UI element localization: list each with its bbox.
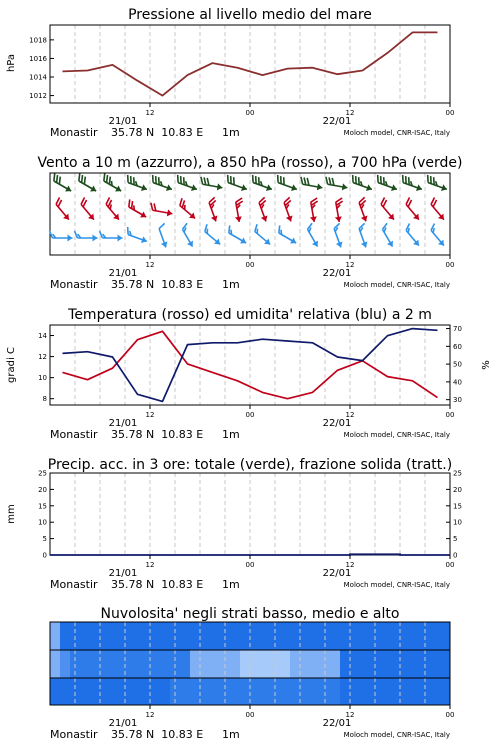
precip-x-ticks xyxy=(146,555,455,569)
x-tick-label: 12 xyxy=(345,261,355,269)
cloud-cell xyxy=(140,650,150,678)
model-credit: Moloch model, CNR-ISAC, Italy xyxy=(343,581,450,589)
wind-barb xyxy=(159,223,167,247)
wind-barb xyxy=(253,175,272,191)
cloud-cell xyxy=(390,650,400,678)
cloud-cell xyxy=(90,622,100,650)
cloud-cell xyxy=(250,678,260,705)
temp-rh-plot-frame xyxy=(50,325,450,405)
cloud-cell xyxy=(380,650,390,678)
wind-barb xyxy=(383,223,394,246)
cloud-cell xyxy=(180,622,190,650)
date-label-22-01: 22/01 xyxy=(322,418,352,429)
y-tick-label: 12 xyxy=(38,353,47,362)
cloud-cell xyxy=(200,650,210,678)
wind-barb xyxy=(359,223,367,247)
precip-ylabel: mm xyxy=(6,504,17,524)
cloud-cell xyxy=(410,622,420,650)
x-tick-label: 00 xyxy=(445,561,455,569)
wind-barb xyxy=(209,197,217,221)
precip-panel xyxy=(6,457,462,591)
cloud-cell xyxy=(260,678,270,705)
cloud-cell xyxy=(430,650,440,678)
y-tick-label: 10 xyxy=(38,374,47,383)
wind-barb xyxy=(81,198,94,220)
y-tick-label: 60 xyxy=(453,342,462,351)
temp-rh-x-ticks xyxy=(146,405,455,419)
y-tick-label: 5 xyxy=(42,535,47,544)
y-tick-label: 10 xyxy=(38,518,47,527)
cloud-cell xyxy=(110,650,120,678)
x-tick-label: 00 xyxy=(245,411,255,419)
cloud-cell xyxy=(250,650,260,678)
precip-gridlines xyxy=(75,473,425,555)
cloud-cell xyxy=(340,650,350,678)
cloud-cell xyxy=(330,650,340,678)
wind-barb xyxy=(301,177,322,190)
x-tick-label: 12 xyxy=(145,561,155,569)
precip-series xyxy=(50,554,450,555)
cloud-cell xyxy=(340,622,350,650)
wind-barb xyxy=(335,198,343,222)
pressure-footer xyxy=(50,116,450,139)
cloud-cell xyxy=(190,678,200,705)
x-tick-label: 00 xyxy=(445,411,455,419)
wind-barb xyxy=(406,224,419,246)
station-coords: 35.78 N 10.83 E xyxy=(111,278,204,291)
cloud-cell xyxy=(390,622,400,650)
cloud-cell xyxy=(290,650,300,678)
cloud-cell xyxy=(330,622,340,650)
pressure-title: Pressione al livello medio del mare xyxy=(128,7,372,23)
cloud-cell xyxy=(190,622,200,650)
cloud-cell xyxy=(410,650,420,678)
x-tick-label: 00 xyxy=(245,561,255,569)
cloud-cell xyxy=(390,678,400,705)
cloud-cell xyxy=(310,678,320,705)
date-label-21-01: 21/01 xyxy=(108,116,138,127)
cloud-cell xyxy=(440,650,450,678)
cloud-cell xyxy=(150,622,160,650)
y-tick-label: 10 xyxy=(453,518,462,527)
y-tick-label: 1016 xyxy=(29,54,47,63)
wind-barb xyxy=(353,175,372,191)
cloud-cell xyxy=(380,678,390,705)
cloud-cell xyxy=(110,678,120,705)
cloud-cell xyxy=(280,650,290,678)
cloud-cell xyxy=(210,678,220,705)
cloud-cell xyxy=(260,650,270,678)
y-tick-label: 0 xyxy=(42,551,47,560)
precip-title: Precip. acc. in 3 ore: totale (verde), frazione solida (tratt.) xyxy=(47,457,453,473)
wind-barb xyxy=(151,203,172,216)
y-tick-label: 5 xyxy=(453,535,458,544)
wind-footer xyxy=(50,268,450,291)
rh-ylabel: % xyxy=(481,360,492,370)
cloud-cell xyxy=(200,622,210,650)
wind-barb xyxy=(259,197,267,221)
cloud-cell xyxy=(430,622,440,650)
wind-barb xyxy=(180,198,195,218)
cloud-cell xyxy=(400,650,410,678)
cloud-cell xyxy=(90,678,100,705)
cloud-cell xyxy=(440,622,450,650)
station-elevation: 1m xyxy=(222,126,240,139)
cloud-cell xyxy=(80,678,90,705)
cloud-cell xyxy=(300,622,310,650)
cloud-cell xyxy=(280,622,290,650)
wind-barb xyxy=(128,227,147,243)
cloud-panel xyxy=(50,606,454,741)
wind-barb xyxy=(378,175,397,191)
y-tick-label: 20 xyxy=(453,485,462,494)
station-coords: 35.78 N 10.83 E xyxy=(111,578,204,591)
cloud-cell xyxy=(310,622,320,650)
station-coords: 35.78 N 10.83 E xyxy=(111,428,204,441)
x-tick-label: 00 xyxy=(245,711,255,719)
station-name: Monastir xyxy=(50,126,98,139)
cloud-cell xyxy=(350,650,360,678)
cloud-cell xyxy=(50,678,60,705)
y-tick-label: 15 xyxy=(453,502,462,511)
cloud-cell xyxy=(130,678,140,705)
date-label-22-01: 22/01 xyxy=(322,718,352,729)
wind-barb xyxy=(75,231,98,242)
wind-barb xyxy=(229,225,246,243)
temp-rh-gridlines xyxy=(75,325,425,405)
wind-barb xyxy=(406,198,419,220)
precip-total-line xyxy=(50,554,450,555)
station-elevation: 1m xyxy=(222,428,240,441)
station-name: Monastir xyxy=(50,728,98,741)
station-elevation: 1m xyxy=(222,278,240,291)
rh-y-ticks xyxy=(446,325,462,404)
y-tick-label: 14 xyxy=(38,332,47,341)
station-elevation: 1m xyxy=(222,578,240,591)
station-name: Monastir xyxy=(50,428,98,441)
precip-plot-frame xyxy=(50,473,450,555)
cloud-cell xyxy=(300,678,310,705)
cloud-cell xyxy=(140,622,150,650)
y-tick-label: 1014 xyxy=(29,73,47,82)
x-tick-label: 12 xyxy=(345,411,355,419)
cloud-cell xyxy=(100,678,110,705)
cloud-cell xyxy=(160,650,170,678)
cloud-cell xyxy=(250,622,260,650)
cloud-cell xyxy=(380,622,390,650)
cloud-cell xyxy=(80,622,90,650)
y-tick-label: 0 xyxy=(453,551,458,560)
wind-barb xyxy=(128,175,147,191)
cloud-cell xyxy=(240,650,250,678)
wind-barb xyxy=(431,198,444,220)
date-label-21-01: 21/01 xyxy=(108,268,138,279)
precip-footer xyxy=(50,568,450,591)
pressure-ylabel: hPa xyxy=(6,53,17,73)
cloud-cell xyxy=(430,678,440,705)
model-credit: Moloch model, CNR-ISAC, Italy xyxy=(343,431,450,439)
cloud-footer xyxy=(50,718,450,741)
wind-barb xyxy=(228,175,247,191)
date-label-21-01: 21/01 xyxy=(108,418,138,429)
cloud-cell xyxy=(400,622,410,650)
cloud-cell xyxy=(360,650,370,678)
cloud-cell xyxy=(230,650,240,678)
cloud-cell xyxy=(290,678,300,705)
wind-barb xyxy=(403,175,422,191)
x-tick-label: 00 xyxy=(245,109,255,117)
x-tick-label: 12 xyxy=(345,561,355,569)
cloud-cell xyxy=(440,678,450,705)
cloud-cell xyxy=(150,678,160,705)
pressure-x-ticks xyxy=(146,103,455,117)
wind-barb xyxy=(381,198,394,220)
wind-gridlines xyxy=(75,173,425,255)
cloud-cell xyxy=(200,678,210,705)
wind-panel xyxy=(37,155,462,291)
cloud-cell xyxy=(300,650,310,678)
cloud-cell xyxy=(180,650,190,678)
x-tick-label: 12 xyxy=(145,411,155,419)
cloud-cell xyxy=(110,622,120,650)
temp-rh-panel xyxy=(6,307,492,441)
wind-barb xyxy=(359,197,367,221)
station-name: Monastir xyxy=(50,278,98,291)
cloud-cell xyxy=(130,622,140,650)
station-coords: 35.78 N 10.83 E xyxy=(111,126,204,139)
cloud-cell xyxy=(190,650,200,678)
cloud-cell xyxy=(350,622,360,650)
x-tick-label: 12 xyxy=(145,261,155,269)
wind-barb xyxy=(178,175,197,191)
x-tick-label: 12 xyxy=(145,711,155,719)
cloud-cell xyxy=(360,678,370,705)
cloud-x-ticks xyxy=(146,705,455,719)
x-tick-label: 00 xyxy=(245,261,255,269)
cloud-cell xyxy=(310,650,320,678)
y-tick-label: 25 xyxy=(38,469,47,478)
cloud-cell xyxy=(340,678,350,705)
cloud-cell xyxy=(240,678,250,705)
wind-barbs xyxy=(50,173,447,247)
cloud-cell xyxy=(210,650,220,678)
date-label-22-01: 22/01 xyxy=(322,268,352,279)
date-label-21-01: 21/01 xyxy=(108,718,138,729)
model-credit: Moloch model, CNR-ISAC, Italy xyxy=(343,731,450,739)
cloud-cell xyxy=(360,622,370,650)
wind-barb xyxy=(205,224,220,244)
wind-barb xyxy=(431,224,444,246)
model-credit: Moloch model, CNR-ISAC, Italy xyxy=(343,281,450,289)
x-tick-label: 12 xyxy=(345,109,355,117)
wind-title: Vento a 10 m (azzurro), a 850 hPa (rosso), a 700 hPa (verde) xyxy=(37,155,463,171)
cloud-cell xyxy=(210,622,220,650)
wind-barb xyxy=(255,224,270,244)
wind-barb xyxy=(54,173,71,191)
wind-barb xyxy=(235,198,243,222)
wind-barb xyxy=(278,175,297,191)
y-tick-label: 1018 xyxy=(29,36,47,45)
wind-barb xyxy=(50,231,73,242)
cloud-cell xyxy=(230,622,240,650)
wind-barb xyxy=(56,198,69,220)
cloud-cell xyxy=(290,622,300,650)
precip-y-ticks xyxy=(38,470,54,560)
temp-rh-footer xyxy=(50,418,450,441)
y-tick-label: 30 xyxy=(453,396,462,405)
cloud-title: Nuvolosita' negli strati basso, medio e alto xyxy=(100,606,400,622)
cloud-cell xyxy=(180,678,190,705)
cloud-cell xyxy=(400,678,410,705)
cloud-cell xyxy=(60,622,70,650)
y-tick-label: 1012 xyxy=(29,92,47,101)
cloud-cell xyxy=(260,622,270,650)
date-label-21-01: 21/01 xyxy=(108,568,138,579)
x-tick-label: 12 xyxy=(345,711,355,719)
cloud-cell xyxy=(160,622,170,650)
temp-y-ticks xyxy=(38,332,54,403)
x-tick-label: 00 xyxy=(445,711,455,719)
wind-x-ticks xyxy=(146,255,455,269)
wind-barb xyxy=(310,198,318,222)
cloud-cell xyxy=(100,650,110,678)
y-tick-label: 15 xyxy=(38,502,47,511)
cloud-cell xyxy=(130,650,140,678)
temp-ylabel: gradi C xyxy=(6,347,17,383)
x-tick-label: 00 xyxy=(445,109,455,117)
wind-barb xyxy=(279,225,296,243)
x-tick-label: 12 xyxy=(145,109,155,117)
cloud-cell xyxy=(90,650,100,678)
x-tick-label: 00 xyxy=(445,261,455,269)
cloud-cell xyxy=(350,678,360,705)
wind-barb xyxy=(129,199,146,217)
wind-barb xyxy=(284,197,292,221)
wind-barb xyxy=(201,177,222,190)
cloud-cell xyxy=(100,622,110,650)
wind-barb xyxy=(334,223,342,247)
wind-barb xyxy=(100,231,123,242)
wind-barb xyxy=(308,223,319,246)
precip-right-y-ticks xyxy=(446,470,462,560)
wind-barb xyxy=(326,177,347,190)
cloud-cell xyxy=(50,650,60,678)
cloud-cell xyxy=(60,650,70,678)
cloud-cell xyxy=(240,622,250,650)
wind-barb xyxy=(428,175,447,191)
y-tick-label: 50 xyxy=(453,360,462,369)
station-name: Monastir xyxy=(50,578,98,591)
cloud-cell xyxy=(330,678,340,705)
temp-rh-title: Temperatura (rosso) ed umidita' relativa (blu) a 2 m xyxy=(68,307,432,323)
cloud-cell xyxy=(160,678,170,705)
date-label-22-01: 22/01 xyxy=(322,116,352,127)
cloud-cell xyxy=(410,678,420,705)
model-credit: Moloch model, CNR-ISAC, Italy xyxy=(343,129,450,137)
station-coords: 35.78 N 10.83 E xyxy=(111,728,204,741)
y-tick-label: 20 xyxy=(38,485,47,494)
cloud-cell xyxy=(80,650,90,678)
wind-barb xyxy=(183,223,194,246)
wind-barb xyxy=(79,173,96,191)
cloud-cell xyxy=(230,678,240,705)
y-tick-label: 70 xyxy=(453,325,462,334)
date-label-22-01: 22/01 xyxy=(322,568,352,579)
cloud-cell xyxy=(50,622,60,650)
cloud-cell xyxy=(140,678,150,705)
wind-barb xyxy=(106,198,119,220)
y-tick-label: 25 xyxy=(453,469,462,478)
cloud-cell xyxy=(60,678,70,705)
cloud-cell xyxy=(150,650,160,678)
cloud-cell xyxy=(280,678,290,705)
wind-barb xyxy=(104,173,121,191)
y-tick-label: 40 xyxy=(453,378,462,387)
wind-barb xyxy=(153,175,172,191)
station-elevation: 1m xyxy=(222,728,240,741)
pressure-panel xyxy=(6,7,454,139)
y-tick-label: 8 xyxy=(42,395,47,404)
